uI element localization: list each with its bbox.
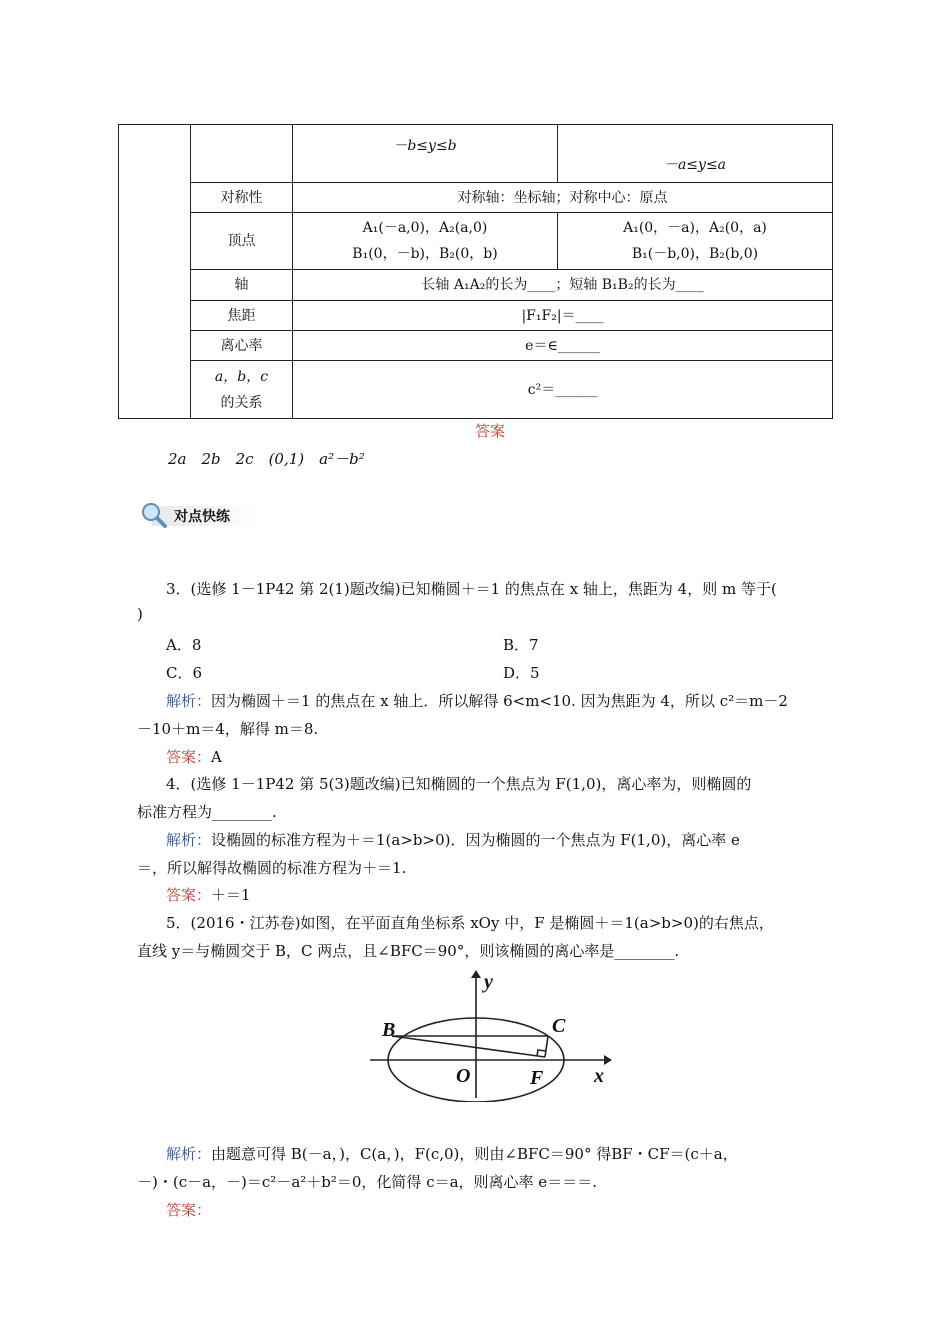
ecc-label: 离心率 — [191, 331, 293, 361]
q5-answer: 答案： — [166, 1201, 212, 1219]
symmetry-label: 对称性 — [191, 183, 293, 213]
q3-answer: 答案：A — [166, 748, 222, 766]
table-empty-cell — [119, 125, 191, 419]
fig-label-o: O — [456, 1065, 471, 1087]
section-title: 对点快练 — [174, 509, 230, 525]
q5-solution-2: －)・(c－a，－)＝c²－a²＋b²＝0，化简得 c＝a，则离心率 e＝＝＝. — [137, 1173, 597, 1191]
q3-option-c: C．6 — [166, 664, 203, 682]
fig-label-f: F — [530, 1067, 544, 1089]
relation-label: a，b，c 的关系 — [191, 361, 293, 419]
q3-solution-2: －10＋m＝4，解得 m＝8. — [137, 720, 319, 738]
vertex-label: 顶点 — [191, 213, 293, 270]
ellipse-properties-table — [118, 124, 833, 419]
fig-label-x: x — [594, 1065, 604, 1087]
fig-label-c: C — [552, 1015, 566, 1037]
q3-stem-2: ) — [137, 605, 143, 623]
ellipse-figure — [360, 966, 620, 1102]
q3-stem-1: 3．(选修 1－1P42 第 2(1)题改编)已知椭圆＋＝1 的焦点在 x 轴上，焦距为 4，则 m 等于( — [166, 580, 777, 598]
answer-heading: 答案 — [475, 422, 506, 440]
vertex-left-line-1: A₁(－a,0)，A₂(a,0) — [362, 220, 488, 236]
line-bf — [392, 1036, 545, 1057]
relation-value: c²＝______ — [293, 361, 833, 419]
q4-stem-1: 4．(选修 1－1P42 第 5(3)题改编)已知椭圆的一个焦点为 F(1,0)，离心率为，则椭圆的 — [166, 775, 752, 793]
focal-label: 焦距 — [191, 301, 293, 331]
ecc-value: e＝∈______ — [293, 331, 833, 361]
axis-value: 长轴 A₁A₂的长为____；短轴 B₁B₂的长为____ — [293, 270, 833, 301]
axis-label: 轴 — [191, 270, 293, 301]
section-badge — [138, 500, 260, 530]
q3-option-a: A．8 — [166, 636, 202, 654]
q4-answer: 答案：＋＝1 — [166, 886, 251, 904]
line-cf — [545, 1036, 548, 1057]
x-arrow-icon — [604, 1055, 612, 1065]
fig-label-b: B — [382, 1019, 396, 1041]
q5-stem-2: 直线 y＝与椭圆交于 B，C 两点，且∠BFC＝90°，则该椭圆的离心率是________. — [137, 942, 680, 960]
q4-solution-2: ＝，所以解得故椭圆的标准方程为＋＝1. — [137, 859, 407, 877]
answer-line: 2a 2b 2c (0,1) a²－b² — [168, 450, 365, 468]
vertex-right-line-2: B₁(－b,0)，B₂(b,0) — [631, 246, 759, 262]
range-right-cell: －a≤y≤a — [558, 125, 833, 183]
vertex-right — [558, 213, 833, 270]
vertex-right-line-1: A₁(0，－a)，A₂(0，a) — [623, 220, 767, 236]
q5-stem-1: 5．(2016・江苏卷)如图，在平面直角坐标系 xOy 中，F 是椭圆＋＝1(a>b>0)的右焦点， — [166, 914, 774, 932]
focal-value: |F₁F₂|＝____ — [293, 301, 833, 331]
range-label-cell — [191, 125, 293, 183]
range-left-cell: －b≤y≤b — [293, 125, 558, 183]
q4-solution-1: 解析：设椭圆的标准方程为＋＝1(a>b>0)．因为椭圆的一个焦点为 F(1,0)，离心率 e — [166, 831, 740, 849]
q3-option-b: B．7 — [503, 636, 539, 654]
q4-stem-2: 标准方程为________. — [137, 803, 277, 821]
q5-solution-1: 解析：由题意可得 B(－a，)，C(a，)，F(c,0)，则由∠BFC＝90° 得BF・CF＝(c＋a， — [166, 1145, 738, 1163]
fig-label-y: y — [484, 971, 493, 993]
y-arrow-icon — [471, 970, 481, 978]
q3-solution-1: 解析：因为椭圆＋＝1 的焦点在 x 轴上．所以解得 6<m<10. 因为焦距为 4，所以 c²＝m－2 — [166, 692, 788, 710]
q3-option-d: D．5 — [503, 664, 540, 682]
vertex-left-line-2: B₁(0，－b)，B₂(0，b) — [352, 246, 498, 262]
vertex-left — [293, 213, 558, 270]
symmetry-value: 对称轴：坐标轴；对称中心：原点 — [293, 183, 833, 213]
